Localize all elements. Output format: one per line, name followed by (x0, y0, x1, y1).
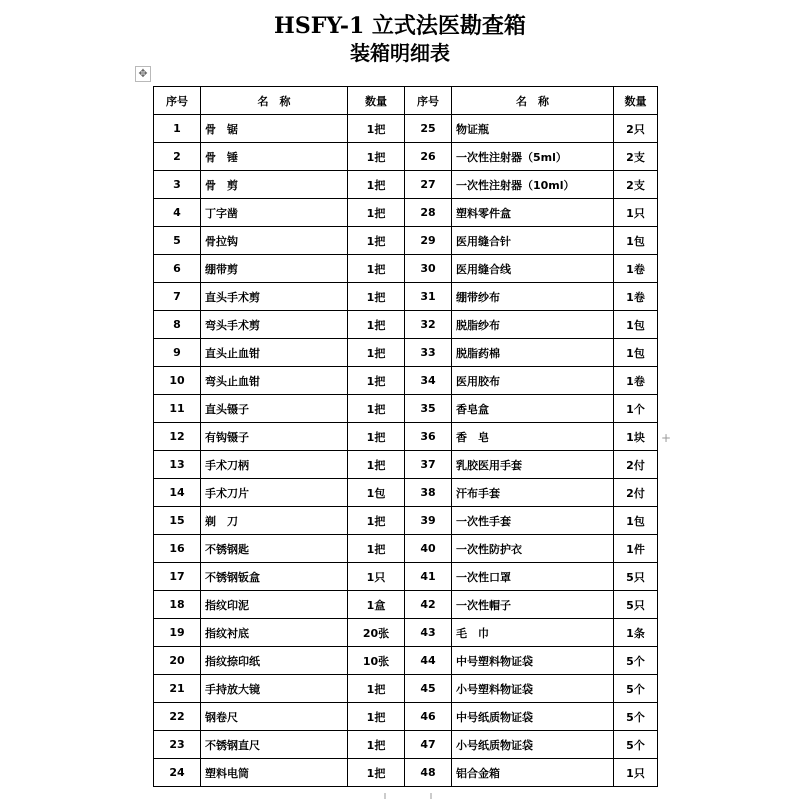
item-name: 绷带纱布 (452, 283, 614, 311)
tick-mark (384, 793, 386, 799)
document-subtitle: 装箱明细表 (350, 41, 450, 65)
item-name: 一次性帽子 (452, 591, 614, 619)
item-number: 10 (154, 367, 201, 395)
item-name: 钢卷尺 (201, 703, 348, 731)
header-name-left: 名 称 (201, 87, 348, 115)
item-number: 9 (154, 339, 201, 367)
item-number: 33 (405, 339, 452, 367)
table-row (154, 395, 658, 423)
item-number: 5 (154, 227, 201, 255)
item-number: 30 (405, 255, 452, 283)
item-number: 17 (154, 563, 201, 591)
item-number: 20 (154, 647, 201, 675)
item-quantity: 1卷 (614, 255, 658, 283)
item-number: 8 (154, 311, 201, 339)
item-name: 手持放大镜 (201, 675, 348, 703)
item-quantity: 1把 (348, 675, 405, 703)
item-number: 6 (154, 255, 201, 283)
item-quantity: 2只 (614, 115, 658, 143)
packing-list-table (153, 86, 658, 787)
item-number: 24 (154, 759, 201, 787)
item-name: 绷带剪 (201, 255, 348, 283)
item-quantity: 1把 (348, 367, 405, 395)
item-quantity: 1把 (348, 759, 405, 787)
item-number: 45 (405, 675, 452, 703)
item-number: 3 (154, 171, 201, 199)
item-number: 39 (405, 507, 452, 535)
table-row (154, 535, 658, 563)
item-quantity: 1只 (348, 563, 405, 591)
item-number: 15 (154, 507, 201, 535)
table-row (154, 115, 658, 143)
item-name: 物证瓶 (452, 115, 614, 143)
item-name: 指纹衬底 (201, 619, 348, 647)
item-name: 手术刀片 (201, 479, 348, 507)
table-row (154, 675, 658, 703)
item-name: 指纹印泥 (201, 591, 348, 619)
item-quantity: 1盒 (348, 591, 405, 619)
table-row (154, 479, 658, 507)
item-quantity: 1把 (348, 283, 405, 311)
item-name: 汗布手套 (452, 479, 614, 507)
item-number: 22 (154, 703, 201, 731)
table-row (154, 227, 658, 255)
item-quantity: 1把 (348, 395, 405, 423)
item-number: 16 (154, 535, 201, 563)
item-number: 26 (405, 143, 452, 171)
item-number: 31 (405, 283, 452, 311)
item-name: 骨 锯 (201, 115, 348, 143)
item-name: 一次性注射器（5ml） (452, 143, 614, 171)
add-column-icon[interactable]: + (661, 431, 672, 445)
item-number: 25 (405, 115, 452, 143)
item-quantity: 5个 (614, 731, 658, 759)
item-number: 40 (405, 535, 452, 563)
item-quantity: 1把 (348, 115, 405, 143)
item-number: 18 (154, 591, 201, 619)
table-row (154, 283, 658, 311)
item-name: 骨 锤 (201, 143, 348, 171)
item-name: 中号纸质物证袋 (452, 703, 614, 731)
item-name: 医用胶布 (452, 367, 614, 395)
item-number: 32 (405, 311, 452, 339)
item-quantity: 1把 (348, 227, 405, 255)
item-name: 手术刀柄 (201, 451, 348, 479)
table-row (154, 367, 658, 395)
table-row (154, 647, 658, 675)
item-number: 36 (405, 423, 452, 451)
item-quantity: 5个 (614, 647, 658, 675)
item-quantity: 1把 (348, 507, 405, 535)
item-quantity: 1把 (348, 535, 405, 563)
item-name: 塑料零件盒 (452, 199, 614, 227)
item-quantity: 1把 (348, 731, 405, 759)
item-number: 4 (154, 199, 201, 227)
table-move-handle-icon[interactable]: ✥ (135, 66, 151, 82)
item-number: 35 (405, 395, 452, 423)
item-quantity: 1只 (614, 199, 658, 227)
item-quantity: 1卷 (614, 367, 658, 395)
item-number: 41 (405, 563, 452, 591)
item-number: 48 (405, 759, 452, 787)
item-number: 19 (154, 619, 201, 647)
item-name: 不锈钢钣盒 (201, 563, 348, 591)
item-name: 塑料电筒 (201, 759, 348, 787)
item-quantity: 2付 (614, 479, 658, 507)
item-name: 中号塑料物证袋 (452, 647, 614, 675)
header-qty-right: 数量 (614, 87, 658, 115)
item-quantity: 2支 (614, 143, 658, 171)
item-quantity: 1把 (348, 255, 405, 283)
header-no-left: 序号 (154, 87, 201, 115)
table-row (154, 591, 658, 619)
item-name: 一次性手套 (452, 507, 614, 535)
item-name: 不锈钢直尺 (201, 731, 348, 759)
table-row (154, 563, 658, 591)
table-row (154, 451, 658, 479)
table-row (154, 143, 658, 171)
item-name: 香 皂 (452, 423, 614, 451)
item-name: 医用缝合线 (452, 255, 614, 283)
item-quantity: 1包 (614, 339, 658, 367)
item-number: 29 (405, 227, 452, 255)
item-quantity: 20张 (348, 619, 405, 647)
item-quantity: 2付 (614, 451, 658, 479)
item-quantity: 1把 (348, 703, 405, 731)
table-row (154, 619, 658, 647)
item-quantity: 1条 (614, 619, 658, 647)
item-quantity: 10张 (348, 647, 405, 675)
item-quantity: 1把 (348, 143, 405, 171)
item-name: 小号塑料物证袋 (452, 675, 614, 703)
table-row (154, 703, 658, 731)
item-quantity: 1件 (614, 535, 658, 563)
item-number: 2 (154, 143, 201, 171)
item-number: 47 (405, 731, 452, 759)
item-number: 37 (405, 451, 452, 479)
item-number: 28 (405, 199, 452, 227)
item-name: 丁字凿 (201, 199, 348, 227)
item-number: 43 (405, 619, 452, 647)
item-quantity: 1包 (614, 311, 658, 339)
table-row (154, 311, 658, 339)
item-name: 一次性防护衣 (452, 535, 614, 563)
tick-mark (430, 793, 432, 799)
item-quantity: 5只 (614, 563, 658, 591)
item-name: 脱脂药棉 (452, 339, 614, 367)
item-name: 一次性注射器（10ml） (452, 171, 614, 199)
item-quantity: 1把 (348, 311, 405, 339)
item-number: 12 (154, 423, 201, 451)
item-name: 直头止血钳 (201, 339, 348, 367)
item-number: 13 (154, 451, 201, 479)
item-number: 11 (154, 395, 201, 423)
header-qty-left: 数量 (348, 87, 405, 115)
item-name: 弯头手术剪 (201, 311, 348, 339)
item-number: 27 (405, 171, 452, 199)
table-row (154, 339, 658, 367)
table-row (154, 731, 658, 759)
item-quantity: 5个 (614, 703, 658, 731)
table-row (154, 507, 658, 535)
item-number: 23 (154, 731, 201, 759)
item-number: 46 (405, 703, 452, 731)
item-name: 一次性口罩 (452, 563, 614, 591)
item-quantity: 2支 (614, 171, 658, 199)
item-name: 骨 剪 (201, 171, 348, 199)
item-quantity: 1把 (348, 171, 405, 199)
item-number: 42 (405, 591, 452, 619)
item-name: 小号纸质物证袋 (452, 731, 614, 759)
item-name: 铝合金箱 (452, 759, 614, 787)
item-quantity: 1块 (614, 423, 658, 451)
item-number: 14 (154, 479, 201, 507)
item-quantity: 1把 (348, 423, 405, 451)
item-quantity: 1包 (614, 507, 658, 535)
item-name: 医用缝合针 (452, 227, 614, 255)
item-quantity: 1只 (614, 759, 658, 787)
header-no-right: 序号 (405, 87, 452, 115)
table-row (154, 423, 658, 451)
item-name: 有钩镊子 (201, 423, 348, 451)
item-quantity: 1把 (348, 339, 405, 367)
item-name: 直头手术剪 (201, 283, 348, 311)
item-number: 34 (405, 367, 452, 395)
item-name: 骨拉钩 (201, 227, 348, 255)
item-quantity: 1包 (348, 479, 405, 507)
table-row (154, 255, 658, 283)
item-number: 1 (154, 115, 201, 143)
item-quantity: 1包 (614, 227, 658, 255)
item-name: 脱脂纱布 (452, 311, 614, 339)
item-quantity: 1个 (614, 395, 658, 423)
page-bottom-marks (0, 793, 800, 800)
document-title: HSFY-1 立式法医勘查箱 (274, 13, 526, 39)
item-number: 21 (154, 675, 201, 703)
item-name: 指纹捺印纸 (201, 647, 348, 675)
item-name: 不锈钢匙 (201, 535, 348, 563)
item-number: 38 (405, 479, 452, 507)
table-row (154, 759, 658, 787)
item-number: 44 (405, 647, 452, 675)
item-name: 乳胶医用手套 (452, 451, 614, 479)
item-name: 直头镊子 (201, 395, 348, 423)
item-name: 弯头止血钳 (201, 367, 348, 395)
table-row (154, 199, 658, 227)
item-quantity: 5只 (614, 591, 658, 619)
table-row (154, 171, 658, 199)
item-name: 毛 巾 (452, 619, 614, 647)
item-quantity: 1把 (348, 451, 405, 479)
item-quantity: 1卷 (614, 283, 658, 311)
item-quantity: 5个 (614, 675, 658, 703)
header-name-right: 名 称 (452, 87, 614, 115)
item-name: 剃 刀 (201, 507, 348, 535)
item-quantity: 1把 (348, 199, 405, 227)
table-header-row (154, 87, 658, 115)
item-number: 7 (154, 283, 201, 311)
item-name: 香皂盒 (452, 395, 614, 423)
